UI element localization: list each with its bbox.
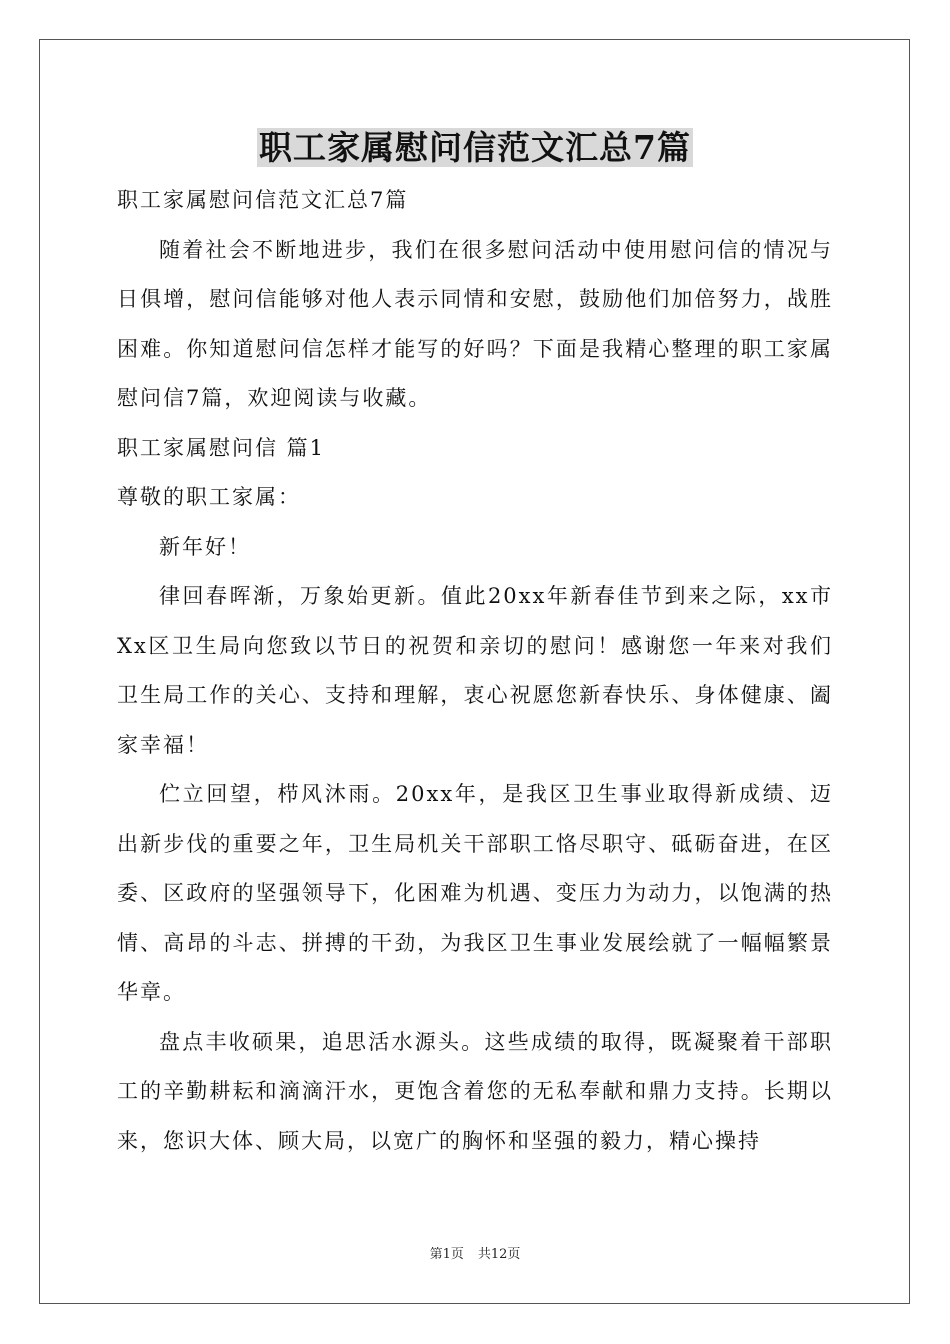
greeting: 新年好！ bbox=[159, 534, 251, 559]
body-paragraph-1: 律回春晖渐，万象始更新。值此20xx年新春佳节到来之际，xx市Xx区卫生局向您致以节日的祝贺和亲切的慰问！感谢您一年来对我们卫生局工作的关心、支持和理解，衷心祝愿您新春快乐、身体健康、阖家幸福！ bbox=[117, 584, 833, 757]
page-total: 共12页 bbox=[477, 1247, 521, 1262]
document-title bbox=[0, 126, 950, 170]
body-paragraph-2: 伫立回望，栉风沐雨。20xx年，是我区卫生事业取得新成绩、迈出新步伐的重要之年，卫生局机关干部职工恪尽职守、砥砺奋进，在区委、区政府的坚强领导下，化困难为机遇、变压力为动力，以饱满的热情、高昂的斗志、拼搏的干劲，为我区卫生事业发展绘就了一幅幅繁景华章。 bbox=[117, 782, 833, 1004]
intro-paragraph: 随着社会不断地进步，我们在很多慰问活动中使用慰问信的情况与日俱增，慰问信能够对他人表示同情和安慰，鼓励他们加倍努力，战胜困难。你知道慰问信怎样才能写的好吗？下面是我精心整理的职工家属慰问信7篇，欢迎阅读与收藏。 bbox=[117, 237, 833, 410]
salutation: 尊敬的职工家属： bbox=[117, 485, 301, 509]
body-paragraph-3: 盘点丰收硕果，追思活水源头。这些成绩的取得，既凝聚着干部职工的辛勤耕耘和滴滴汗水，更饱含着您的无私奉献和鼎力支持。长期以来，您识大体、顾大局，以宽广的胸怀和坚强的毅力，精心操持 bbox=[117, 1029, 833, 1153]
page-footer bbox=[0, 1246, 950, 1264]
document-subtitle: 职工家属慰问信范文汇总7篇 bbox=[117, 188, 409, 212]
section-heading: 职工家属慰问信 篇1 bbox=[117, 435, 326, 460]
document-title-text: 职工家属慰问信范文汇总7篇 bbox=[259, 128, 691, 167]
page-number: 第1页 bbox=[429, 1247, 464, 1262]
document-body bbox=[117, 176, 833, 1166]
